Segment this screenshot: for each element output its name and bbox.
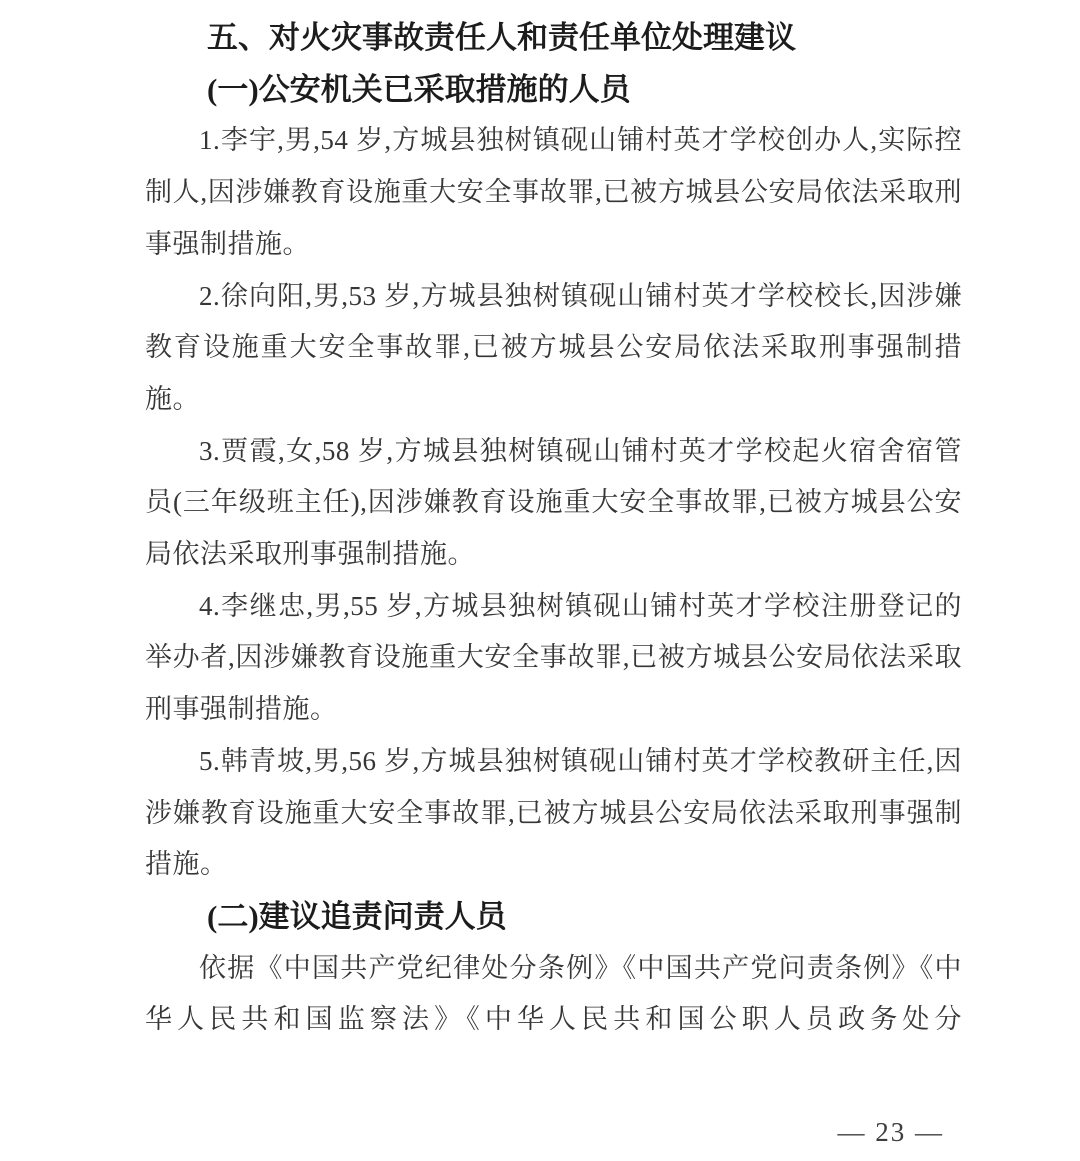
paragraph-legal-basis: 依据《中国共产党纪律处分条例》《中国共产党问责条例》《中华人民共和国监察法》《中华人民共和国公职人员政务处分 xyxy=(145,952,962,1035)
section-heading: 五、对火灾事故责任人和责任单位处理建议 xyxy=(207,20,796,55)
subsection-1-heading: (一)公安机关已采取措施的人员 xyxy=(207,71,631,107)
paragraph-person-2: 2.徐向阳,男,53 岁,方城县独树镇砚山铺村英才学校校长,因涉嫌教育设施重大安全事故罪,已被方城县公安局依法采取刑事强制措施。 xyxy=(145,280,962,414)
page-number: — 23 — xyxy=(837,1117,944,1147)
page-footer xyxy=(838,1112,945,1152)
subsection-2-heading: (二)建议追责问责人员 xyxy=(207,898,507,934)
paragraph-person-5: 5.韩青坡,男,56 岁,方城县独树镇砚山铺村英才学校教研主任,因涉嫌教育设施重大安全事故罪,已被方城县公安局依法采取刑事强制措施。 xyxy=(145,745,962,880)
paragraph-person-4: 4.李继忠,男,55 岁,方城县独树镇砚山铺村英才学校注册登记的举办者,因涉嫌教育设施重大安全事故罪,已被方城县公安局依法采取刑事强制措施。 xyxy=(145,590,962,725)
paragraph-person-3: 3.贾霞,女,58 岁,方城县独树镇砚山铺村英才学校起火宿舍宿管员(三年级班主任),因涉嫌教育设施重大安全事故罪,已被方城县公安局依法采取刑事强制措施。 xyxy=(145,435,962,570)
paragraph-person-1: 1.李宇,男,54 岁,方城县独树镇砚山铺村英才学校创办人,实际控制人,因涉嫌教育设施重大安全事故罪,已被方城县公安局依法采取刑事强制措施。 xyxy=(145,125,962,259)
